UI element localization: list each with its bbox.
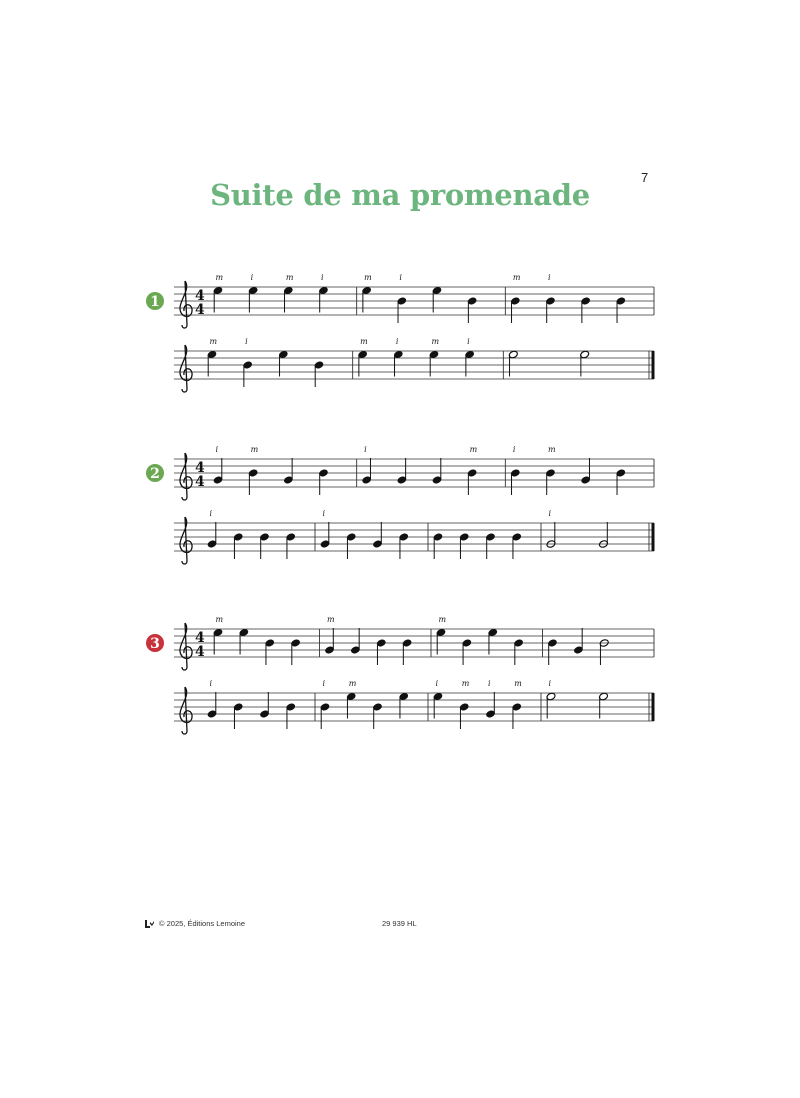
fingering-m: m [215, 615, 224, 624]
time-signature-bottom: 4 [195, 474, 205, 490]
fingering-m: m [512, 273, 521, 282]
fingering-m: m [250, 445, 259, 454]
fingering-m: m [209, 337, 218, 346]
exercise-3-system-2 [174, 679, 655, 736]
fingering-i: i [467, 337, 470, 346]
fingering-m: m [431, 337, 440, 346]
fingering-m: m [360, 337, 368, 346]
copyright-text: © 2025, Éditions Lemoine [159, 919, 245, 928]
fingering-i: i [322, 679, 326, 688]
fingering-i: i [364, 445, 367, 454]
badge-number: 1 [150, 294, 160, 310]
time-signature-bottom: 4 [195, 302, 205, 318]
time-signature-bottom: 4 [195, 644, 205, 660]
page-title: Suite de ma promenade [210, 178, 590, 212]
footer-copyright [145, 919, 245, 928]
fingering-m: m [548, 445, 556, 454]
fingering-m: m [469, 445, 478, 454]
fingering-i: i [548, 509, 552, 518]
time-signature-top: 4 [195, 630, 205, 646]
final-barline-thick [652, 523, 655, 551]
fingering-i: i [322, 509, 326, 518]
fingering-m: m [438, 615, 447, 624]
badge-number: 3 [150, 636, 160, 652]
time-signature-top: 4 [195, 460, 205, 476]
fingering-i: i [395, 337, 399, 346]
publisher-logo-icon [145, 920, 155, 928]
page-number: 7 [641, 170, 649, 185]
fingering-i: i [548, 679, 552, 688]
badge-number: 2 [150, 466, 160, 482]
fingering-i: i [215, 445, 219, 454]
exercise-badge-3 [146, 634, 164, 652]
fingering-m: m [514, 679, 522, 688]
fingering-m: m [461, 679, 470, 688]
fingering-m: m [327, 615, 335, 624]
fingering-i: i [321, 273, 324, 282]
exercise-1-system-1 [174, 273, 654, 330]
catalog-number: 29 939 HL [382, 919, 417, 928]
fingering-i: i [488, 679, 491, 688]
fingering-m: m [285, 273, 294, 282]
exercise-2-system-2 [174, 509, 655, 566]
exercise-3-system-1 [174, 615, 654, 672]
exercise-badge-1 [146, 292, 164, 310]
final-barline-thick [652, 351, 655, 379]
exercise-2-system-1 [174, 445, 654, 502]
final-barline-thick [652, 693, 655, 721]
fingering-m: m [215, 273, 224, 282]
fingering-i: i [209, 509, 213, 518]
fingering-i: i [399, 273, 402, 282]
exercise-1-system-2 [174, 337, 655, 394]
fingering-i: i [512, 445, 516, 454]
fingering-m: m [364, 273, 372, 282]
fingering-i: i [435, 679, 439, 688]
fingering-i: i [245, 337, 248, 346]
exercise-badge-2 [146, 464, 164, 482]
time-signature-top: 4 [195, 288, 205, 304]
fingering-i: i [250, 273, 254, 282]
fingering-m: m [348, 679, 357, 688]
fingering-i: i [209, 679, 213, 688]
fingering-i: i [548, 273, 551, 282]
